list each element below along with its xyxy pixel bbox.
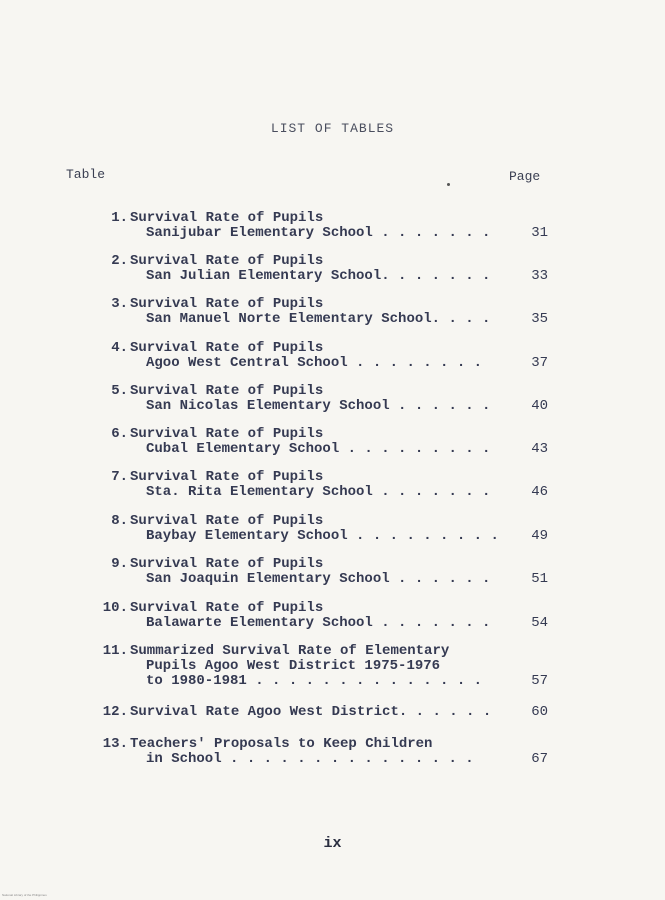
- entry-text: Survival Rate of Pupils: [130, 340, 324, 356]
- entry-text: Balawarte Elementary School . . . . . . .: [146, 615, 491, 631]
- entry-line: [98, 341, 548, 356]
- entry-line: [98, 529, 548, 544]
- entry-line: [98, 557, 548, 572]
- table-entry: [98, 644, 548, 689]
- table-entry: [98, 384, 548, 414]
- entry-text: Baybay Elementary School . . . . . . . . .: [146, 528, 499, 544]
- entry-number: 7.: [111, 469, 128, 485]
- entry-line: [98, 485, 548, 500]
- entry-number: 13.: [102, 736, 128, 752]
- entry-number: 6.: [111, 426, 128, 442]
- entry-text: Pupils Agoo West District 1975-1976: [146, 658, 441, 674]
- entry-page: 43: [531, 441, 548, 457]
- table-entry: [98, 211, 548, 241]
- entry-page: 60: [531, 704, 548, 720]
- entry-page: 37: [531, 355, 548, 371]
- entry-number: 5.: [111, 383, 128, 399]
- entry-number: 1.: [111, 210, 128, 226]
- entry-text: Teachers' Proposals to Keep Children: [130, 736, 433, 752]
- entry-text: Summarized Survival Rate of Elementary: [130, 643, 450, 659]
- entry-line: [98, 752, 548, 767]
- entry-line: [98, 269, 548, 284]
- entry-line: [98, 226, 548, 241]
- entry-line: [98, 644, 548, 659]
- entry-text: San Nicolas Elementary School . . . . . .: [146, 398, 491, 414]
- entry-page: 51: [531, 571, 548, 587]
- entry-text: Survival Rate of Pupils: [130, 210, 324, 226]
- entry-text: Survival Rate of Pupils: [130, 383, 324, 399]
- entry-line: [98, 705, 548, 720]
- entry-text: San Joaquin Elementary School . . . . . .: [146, 571, 491, 587]
- entry-text: San Manuel Norte Elementary School. . . .: [146, 311, 491, 327]
- entry-line: [98, 616, 548, 631]
- entry-line: [98, 470, 548, 485]
- entry-line: [98, 659, 548, 674]
- entry-page: 57: [531, 673, 548, 689]
- entry-text: San Julian Elementary School. . . . . . .: [146, 268, 491, 284]
- entry-number: 3.: [111, 296, 128, 312]
- entry-text: Survival Rate of Pupils: [130, 469, 324, 485]
- scan-credit: National Library of the Philippines: [2, 893, 47, 897]
- entry-line: [98, 312, 548, 327]
- entry-line: [98, 356, 548, 371]
- entry-page: 49: [531, 528, 548, 544]
- ink-speck: [447, 183, 450, 186]
- table-entry: [98, 514, 548, 544]
- entry-line: [98, 297, 548, 312]
- entry-number: 11.: [102, 643, 128, 659]
- table-entry: [98, 427, 548, 457]
- entry-page: 40: [531, 398, 548, 414]
- entry-number: 8.: [111, 513, 128, 529]
- entry-line: [98, 737, 548, 752]
- entry-text: Survival Rate of Pupils: [130, 253, 324, 269]
- entry-page: 46: [531, 484, 548, 500]
- entry-page: 35: [531, 311, 548, 327]
- page-number: ix: [323, 835, 342, 852]
- entry-text: Survival Rate of Pupils: [130, 426, 324, 442]
- entry-text: Survival Rate of Pupils: [130, 513, 324, 529]
- entry-text: Survival Rate of Pupils: [130, 556, 324, 572]
- table-entry: [98, 737, 548, 767]
- entry-line: [98, 674, 548, 689]
- entry-line: [98, 601, 548, 616]
- entry-line: [98, 442, 548, 457]
- entry-page: 54: [531, 615, 548, 631]
- entry-line: [98, 384, 548, 399]
- entry-number: 4.: [111, 340, 128, 356]
- entry-line: [98, 254, 548, 269]
- entry-number: 2.: [111, 253, 128, 269]
- entry-line: [98, 514, 548, 529]
- page-column-header: Page: [509, 169, 541, 184]
- entry-text: in School . . . . . . . . . . . . . . .: [146, 751, 474, 767]
- entry-line: [98, 211, 548, 226]
- entry-text: to 1980-1981 . . . . . . . . . . . . . .: [146, 673, 483, 689]
- table-entry: [98, 601, 548, 631]
- page-title: LIST OF TABLES: [270, 121, 395, 136]
- entry-number: 9.: [111, 556, 128, 572]
- entry-page: 31: [531, 225, 548, 241]
- entry-text: Agoo West Central School . . . . . . . .: [146, 355, 483, 371]
- table-entry: [98, 254, 548, 284]
- entry-text: Sta. Rita Elementary School . . . . . . .: [146, 484, 491, 500]
- table-column-header: Table: [66, 167, 106, 182]
- table-entry: [98, 705, 548, 720]
- entry-line: [98, 399, 548, 414]
- entry-number: 10.: [102, 600, 128, 616]
- table-entry: [98, 297, 548, 327]
- entry-text: Survival Rate of Pupils: [130, 600, 324, 616]
- entry-text: Sanijubar Elementary School . . . . . . .: [146, 225, 491, 241]
- entry-line: [98, 572, 548, 587]
- entry-text: Cubal Elementary School . . . . . . . . .: [146, 441, 491, 457]
- entry-page: 67: [531, 751, 548, 767]
- entry-page: 33: [531, 268, 548, 284]
- entry-text: Survival Rate Agoo West District. . . . . .: [130, 704, 492, 720]
- entry-text: Survival Rate of Pupils: [130, 296, 324, 312]
- entry-line: [98, 427, 548, 442]
- table-entry: [98, 341, 548, 371]
- table-entry: [98, 470, 548, 500]
- table-entry: [98, 557, 548, 587]
- entry-number: 12.: [102, 704, 128, 720]
